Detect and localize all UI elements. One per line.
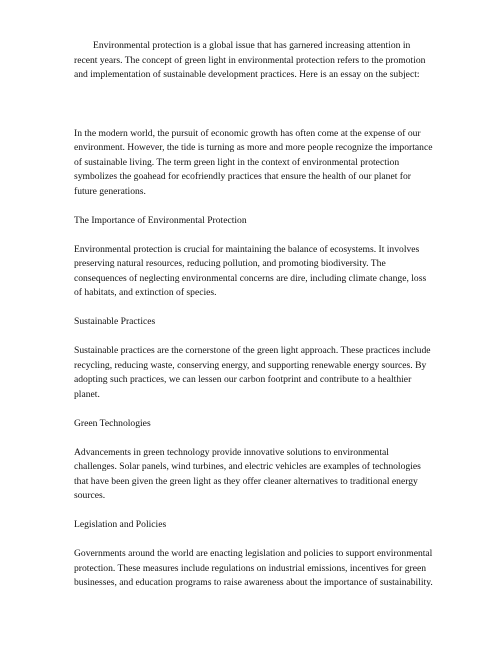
spacer	[74, 199, 434, 214]
section-body: Sustainable practices are the cornerstone of the green light approach. These practices include recycling, reducing waste, conserving energy, and supporting renewable energy sources. By adopting such practices, we can lessen our carbon footprint and contribute to a healthier planet.	[74, 345, 431, 400]
document-page	[74, 39, 434, 591]
spacer	[74, 228, 434, 243]
spacer	[74, 330, 434, 345]
section-heading: Legislation and Policies	[74, 519, 167, 530]
spacer	[74, 533, 434, 548]
section-heading: Green Technologies	[74, 417, 151, 429]
section-body: Governments around the world are enacting legislation and policies to support environmental protection. These measures include regulations on industrial emissions, incentives for green businesses, and education programs to raise awareness about the importance of sustainability.	[74, 548, 433, 588]
section-body: Environmental protection is crucial for maintaining the balance of ecosystems. It involves preserving natural resources, reducing pollution, and promoting biodiversity. The consequences of neglecting environmental concerns are dire, including climate change, loss of habitats, and extinction of species.	[74, 243, 427, 298]
section-heading: Sustainable Practices	[74, 316, 156, 327]
spacer	[74, 504, 434, 519]
section-body: Advancements in green technology provide innovative solutions to environmental challenges. Solar panels, wind turbines, and electric vehicles are examples of technologies that have been given the green light as they offer cleaner alternatives to traditional energy sources.	[74, 446, 421, 501]
spacer	[74, 402, 434, 417]
spacer	[74, 431, 434, 446]
intro-paragraph: Environmental protection is a global issue that has garnered increasing attention in recent years. The concept of green light in environmental protection refers to the promotion and implementation of sustainable development practices. Here is an essay on the subject:	[74, 40, 426, 80]
opening-paragraph: In the modern world, the pursuit of economic growth has often come at the expense of our environment. However, the tide is turning as more and more people recognize the importance of sustainable living. The term green light in the context of environmental protection symbolizes the goahead for ecofriendly practices that ensure the health of our planet for future generations.	[74, 127, 433, 197]
section-heading: The Importance of Environmental Protection	[74, 214, 247, 226]
spacer	[74, 301, 434, 316]
spacer	[74, 83, 434, 127]
